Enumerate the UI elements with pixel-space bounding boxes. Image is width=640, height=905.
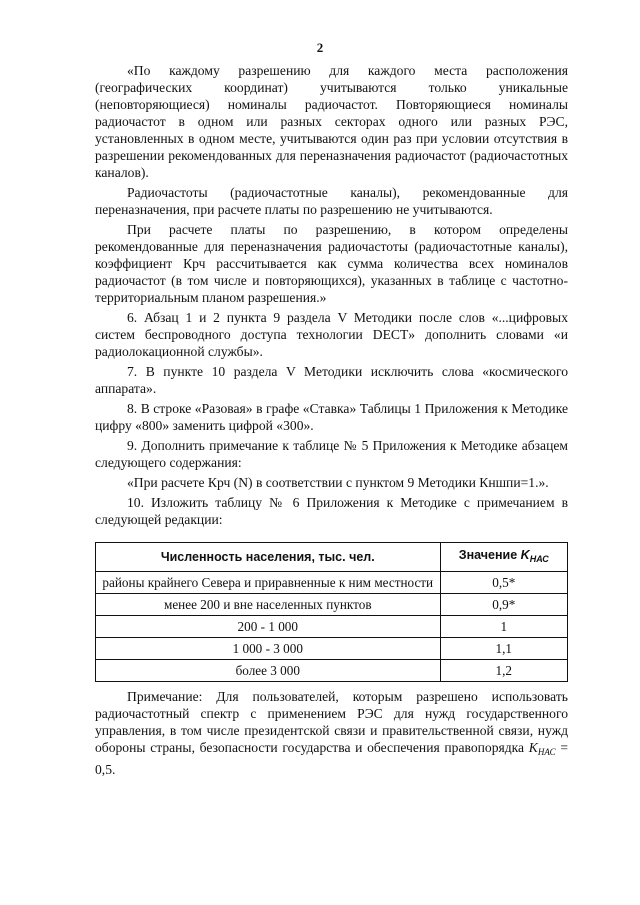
cell-value: 0,9*	[440, 594, 567, 616]
note-text: Примечание: Для пользователей, которым разрешено использовать радиочастотный спектр с применением РЭС для нужд государственного управления, в том числе президентской связи и правительственной связи, нужд обороны страны, безопасности государства и обеспечения правопорядка	[95, 689, 568, 755]
header-population: Численность населения, тыс. чел.	[96, 543, 441, 572]
page-number: 2	[316, 40, 324, 55]
cell-population: районы крайнего Севера и приравненные к ним местности	[96, 572, 441, 594]
paragraph: 7. В пункте 10 раздела V Методики исключить слова «космического аппарата».	[95, 364, 568, 396]
table-header-row	[96, 543, 568, 572]
header-value	[440, 543, 567, 572]
paragraph: 6. Абзац 1 и 2 пункта 9 раздела V Методики после слов «...цифровых систем беспроводного доступа технологии DECT» дополнить словами «и радиолокационной службы».	[95, 310, 568, 359]
cell-population: менее 200 и вне населенных пунктов	[96, 594, 441, 616]
header-k-symbol: K	[520, 547, 530, 562]
paragraph: 9. Дополнить примечание к таблице № 5 Приложения к Методике абзацем следующего содержания:	[95, 438, 568, 470]
table-note	[95, 688, 568, 778]
table-row	[96, 594, 568, 616]
document-body	[95, 62, 568, 781]
cell-population: 200 - 1 000	[96, 616, 441, 638]
cell-population: более 3 000	[96, 660, 441, 682]
paragraph: «При расчете Крч (N) в соответствии с пунктом 9 Методики Кншпи=1.».	[127, 475, 549, 490]
note-k-subscript: НАС	[537, 747, 556, 757]
paragraph: При расчете платы по разрешению, в котором определены рекомендованные для переназначения радиочастоты (радиочастотные каналы), коэффициент Крч рассчитывается как сумма количества всех номиналов радиочастот (в том числе и повторяющихся), указанных в таблице с частотно-территориальным планом разрешения.»	[95, 222, 568, 305]
paragraph: 8. В строке «Разовая» в графе «Ставка» Таблицы 1 Приложения к Методике цифру «800» заменить цифрой «300».	[95, 401, 568, 433]
table-row	[96, 616, 568, 638]
paragraph: 10. Изложить таблицу № 6 Приложения к Методике с примечанием в следующей редакции:	[95, 495, 568, 527]
cell-value: 0,5*	[440, 572, 567, 594]
cell-population: 1 000 - 3 000	[96, 638, 441, 660]
paragraph: Радиочастоты (радиочастотные каналы), рекомендованные для переназначения, при расчете платы по разрешению не учитываются.	[95, 185, 568, 217]
header-value-label: Значение	[458, 547, 521, 562]
note-k-symbol: K	[528, 740, 538, 755]
header-k-subscript: НАС	[529, 553, 549, 564]
cell-value: 1	[440, 616, 567, 638]
paragraph: «По каждому разрешению для каждого места расположения (географических координат) учитываются только уникальные (неповторяющиеся) номиналы радиочастот. Повторяющиеся номиналы радиочастот в одном или разных секторах одного или разных РЭС, установленных в одном месте, учитываются один раз при условии отсутствия в разрешении рекомендованных для переназначения радиочастот (радиочастотных каналов).	[95, 63, 568, 180]
cell-value: 1,2	[440, 660, 567, 682]
coefficient-table	[95, 542, 568, 682]
table-row	[96, 572, 568, 594]
table-row	[96, 660, 568, 682]
table-row	[96, 638, 568, 660]
note-tail: = 0,5.	[95, 740, 568, 777]
cell-value: 1,1	[440, 638, 567, 660]
